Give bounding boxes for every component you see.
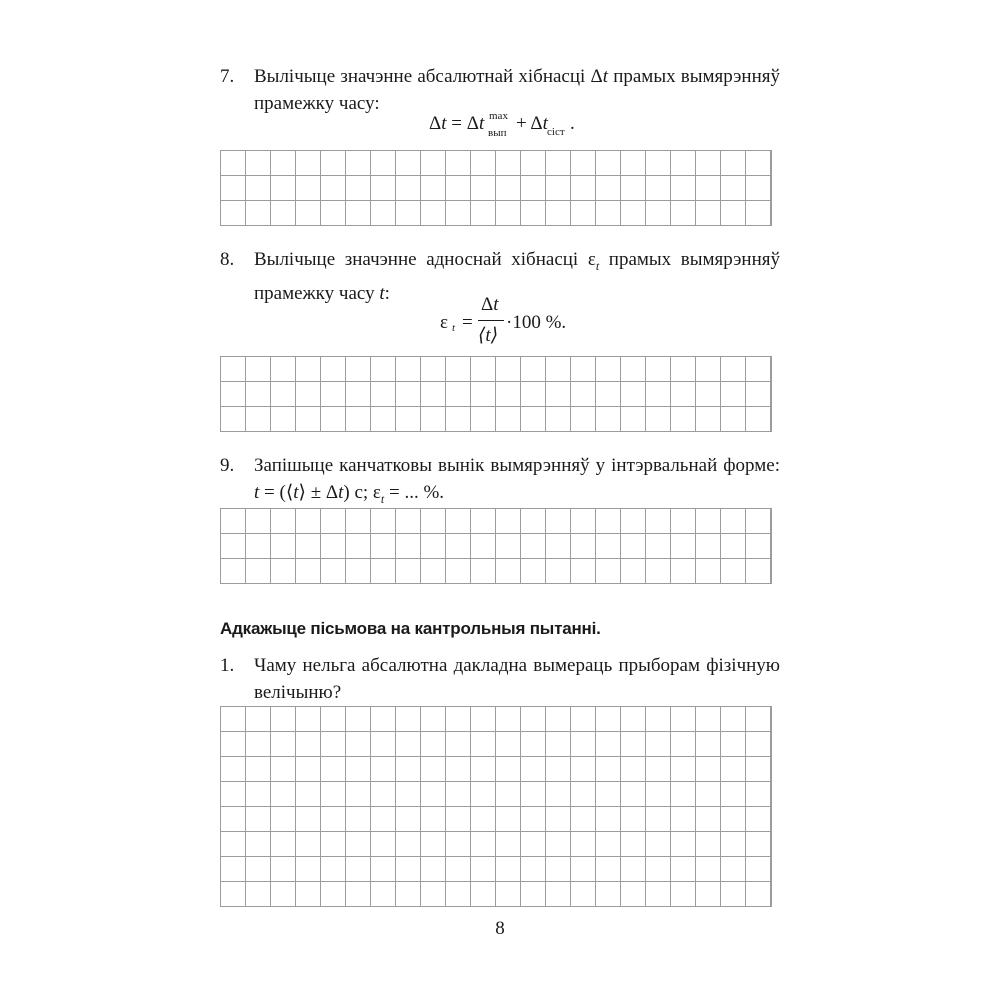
task-8 <box>220 246 780 307</box>
task-9 <box>220 452 780 513</box>
answer-grid-9[interactable] <box>220 508 772 584</box>
task-text: Вылічыце значэнне абсалютнай хібнасці Δt прамых вымярэнняў прамежку часу: <box>254 66 780 114</box>
task-text: Вылічыце значэнне адноснай хібнасці $\varepsilon_t$ прамых вымярэнняў прамежку часу t: <box>254 249 781 304</box>
fraction-line <box>478 320 504 321</box>
section-heading: Адкажыце пісьмова на кантрольныя пытанні. <box>220 619 601 638</box>
answer-grid-8[interactable] <box>220 356 772 432</box>
question-number: 1. <box>220 655 235 676</box>
task-text: Запішыце канчатковы вынік вымярэнняў у інтэрвальнай форме: t = (⟨t⟩ ± Δt) с; $\varepsilon_t$ = ... %. <box>254 455 780 506</box>
task-number: 7. <box>220 66 235 87</box>
answer-grid-question-1[interactable] <box>220 706 772 907</box>
answer-grid-7[interactable] <box>220 150 772 226</box>
task-number: 9. <box>220 455 235 476</box>
question-1 <box>220 652 780 706</box>
task-number: 8. <box>220 249 235 270</box>
page-number: 8 <box>495 918 505 939</box>
task-7 <box>220 63 780 117</box>
question-text: Чаму нельга абсалютна дакладна вымераць прыборам фізічную велічыню? <box>254 655 780 703</box>
